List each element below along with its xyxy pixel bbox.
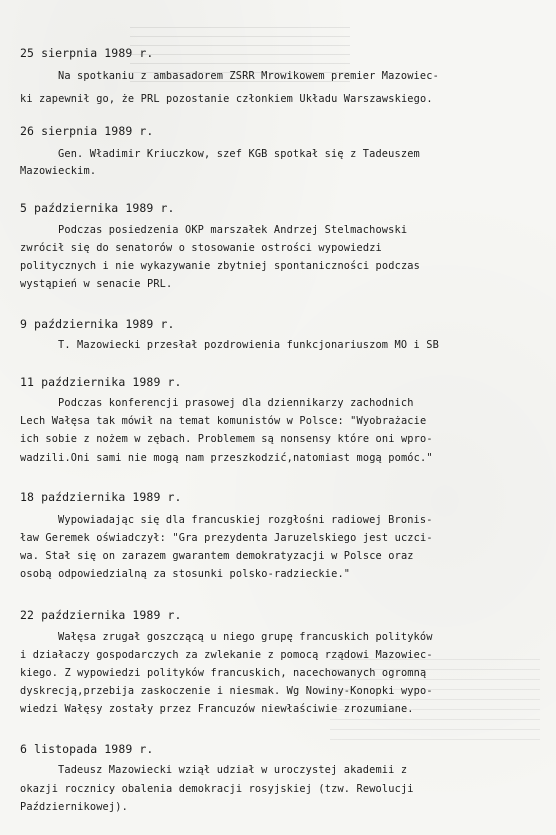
entry-text-line: zwrócił się do senatorów o stosowanie ostrości wypowiedzi bbox=[20, 242, 382, 254]
entry-text-line: dyskrecją,przebija zaskoczenie i niesmak. Wg Nowiny-Konopki wypo- bbox=[20, 685, 433, 697]
entry-text-line: wiedzi Wałęsy zostały przez Francuzów niewłaściwie zrozumiane. bbox=[20, 703, 414, 715]
entry-date: 18 października 1989 r. bbox=[20, 490, 182, 504]
entry-text-line: kiego. Z wypowiedzi polityków francuskich, nacechowanych ogromną bbox=[20, 667, 427, 679]
entry-text-line: Podczas konferencji prasowej dla dziennikarzy zachodnich bbox=[58, 397, 414, 409]
entry-text-line: Październikowej). bbox=[20, 801, 128, 813]
entry-text-line: ław Geremek oświadczył: "Gra prezydenta Jaruzelskiego jest uczci- bbox=[20, 532, 433, 544]
entry-date: 26 sierpnia 1989 r. bbox=[20, 124, 154, 138]
entry-text-line: Wałęsa zrugał goszczącą u niego grupę francuskich polityków bbox=[58, 631, 433, 643]
entry-date: 11 października 1989 r. bbox=[20, 375, 182, 389]
entry-text-line: Lech Wałęsa tak mówił na temat komunistów w Polsce: "Wyobrażacie bbox=[20, 415, 427, 427]
entry-text-line: Wypowiadając się dla francuskiej rozgłośni radiowej Bronis- bbox=[58, 514, 433, 526]
entry-text-line: Tadeusz Mazowiecki wziął udział w uroczystej akademii z bbox=[58, 764, 408, 776]
entry-text-line: osobą odpowiedzialną za stosunki polsko-radzieckie." bbox=[20, 568, 351, 580]
entry-text-line: Na spotkaniu z ambasadorem ZSRR Mrowikowem premier Mazowiec- bbox=[58, 70, 439, 82]
entry-date: 9 października 1989 r. bbox=[20, 317, 175, 331]
entry-text-line: T. Mazowiecki przesłał pozdrowienia funkcjonariuszom MO i SB bbox=[58, 339, 439, 351]
entry-date: 22 października 1989 r. bbox=[20, 608, 182, 622]
entry-date: 6 listopada 1989 r. bbox=[20, 742, 154, 756]
entry-text-line: ich sobie z nożem w zębach. Problemem są nonsensy które oni wpro- bbox=[20, 433, 433, 445]
entry-text-line: wa. Stał się on zarazem gwarantem demokratyzacji w Polsce oraz bbox=[20, 550, 414, 562]
entry-text-line: Podczas posiedzenia OKP marszałek Andrzej Stelmachowski bbox=[58, 224, 408, 236]
entry-text-line: wystąpień w senacie PRL. bbox=[20, 278, 173, 290]
entry-text-line: ki zapewnił go, że PRL pozostanie członkiem Układu Warszawskiego. bbox=[20, 93, 433, 105]
entry-text-line: i działaczy gospodarczych za zwlekanie z pomocą rządowi Mazowiec- bbox=[20, 649, 433, 661]
entry-date: 5 października 1989 r. bbox=[20, 201, 175, 215]
entry-text-line: Gen. Władimir Kriuczkow, szef KGB spotkał się z Tadeuszem bbox=[58, 148, 420, 160]
entry-text-line: okazji rocznicy obalenia demokracji rosyjskiej (tzw. Rewolucji bbox=[20, 783, 414, 795]
entry-text-line: Mazowieckim. bbox=[20, 165, 97, 177]
entry-text-line: wadzili.Oni sami nie mogą nam przeszkodzić,natomiast mogą pomóc." bbox=[20, 452, 433, 464]
entry-text-line: politycznych i nie wykazywanie zbytniej spontaniczności podczas bbox=[20, 260, 421, 272]
entry-date: 25 sierpnia 1989 r. bbox=[20, 46, 154, 60]
